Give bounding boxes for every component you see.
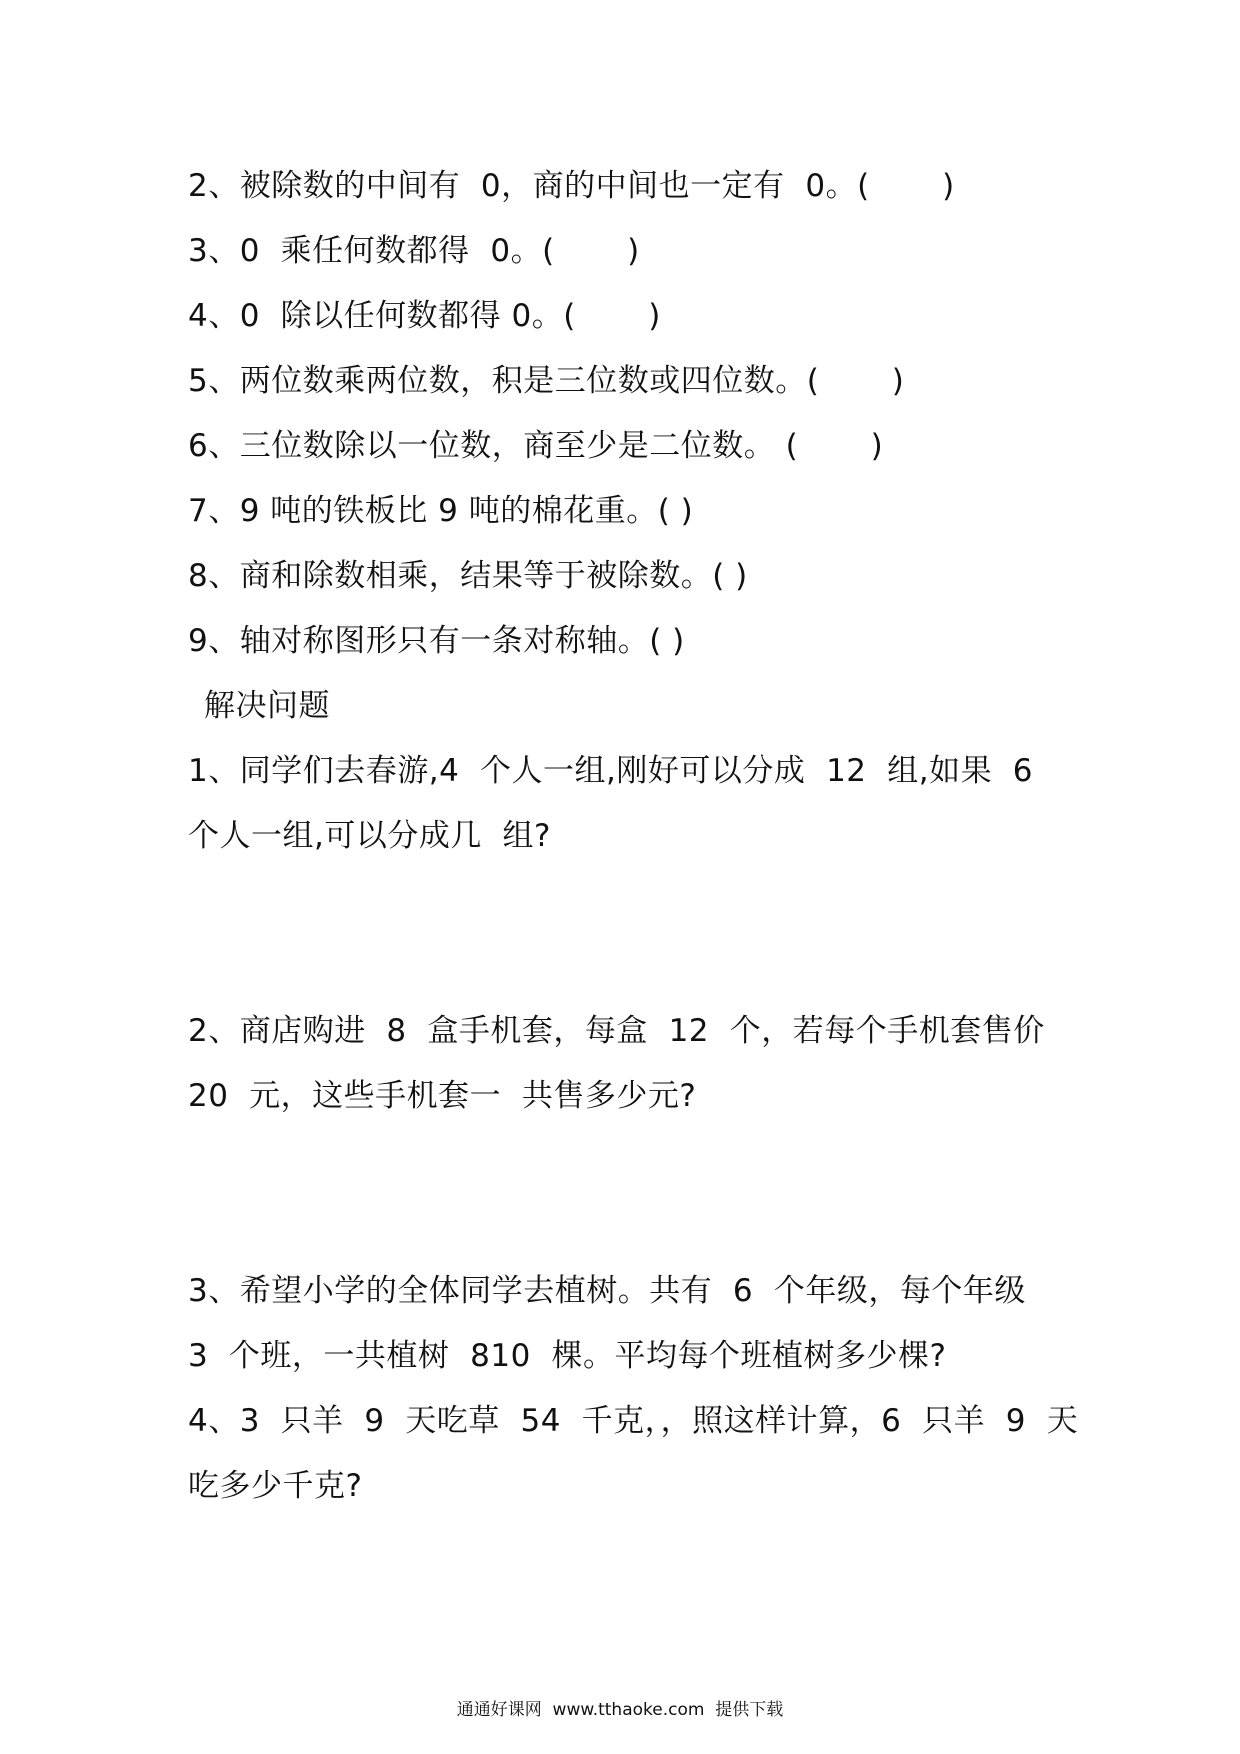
judgement-item-7: 7、9 吨的铁板比 9 吨的棉花重。( )	[188, 493, 694, 529]
problem-3-line-1: 3、希望小学的全体同学去植树。共有 6 个年级，每个年级	[188, 1273, 1026, 1309]
section-title: 解决问题	[204, 688, 330, 724]
judgement-item-9: 9、轴对称图形只有一条对称轴。( )	[188, 623, 685, 659]
judgement-item-5: 5、两位数乘两位数，积是三位数或四位数。( )	[188, 363, 905, 399]
judgement-item-3: 3、0 乘任何数都得 0。( )	[188, 233, 640, 269]
problem-1-line-1: 1、同学们去春游,4 个人一组,刚好可以分成 12 组,如果 6	[188, 753, 1034, 789]
problem-1-line-2: 个人一组,可以分成几 组?	[188, 818, 552, 854]
problem-2-line-2: 20 元，这些手机套一 共售多少元?	[188, 1078, 697, 1114]
problem-2-line-1: 2、商店购进 8 盒手机套，每盒 12 个，若每个手机套售价	[188, 1013, 1045, 1049]
problem-4-line-2: 吃多少千克?	[188, 1468, 363, 1504]
judgement-item-2: 2、被除数的中间有 0，商的中间也一定有 0。( )	[188, 168, 955, 204]
problem-3-line-2: 3 个班，一共植树 810 棵。平均每个班植树多少棵?	[188, 1338, 947, 1374]
judgement-item-4: 4、0 除以任何数都得 0。( )	[188, 298, 661, 334]
judgement-item-6: 6、三位数除以一位数，商至少是二位数。 ( )	[188, 428, 884, 464]
footer-source: 通通好课网 www.tthaoke.com 提供下载	[456, 1700, 784, 1720]
judgement-item-8: 8、商和除数相乘，结果等于被除数。( )	[188, 558, 748, 594]
problem-4-line-1: 4、3 只羊 9 天吃草 54 千克，，照这样计算，6 只羊 9 天	[188, 1403, 1079, 1439]
